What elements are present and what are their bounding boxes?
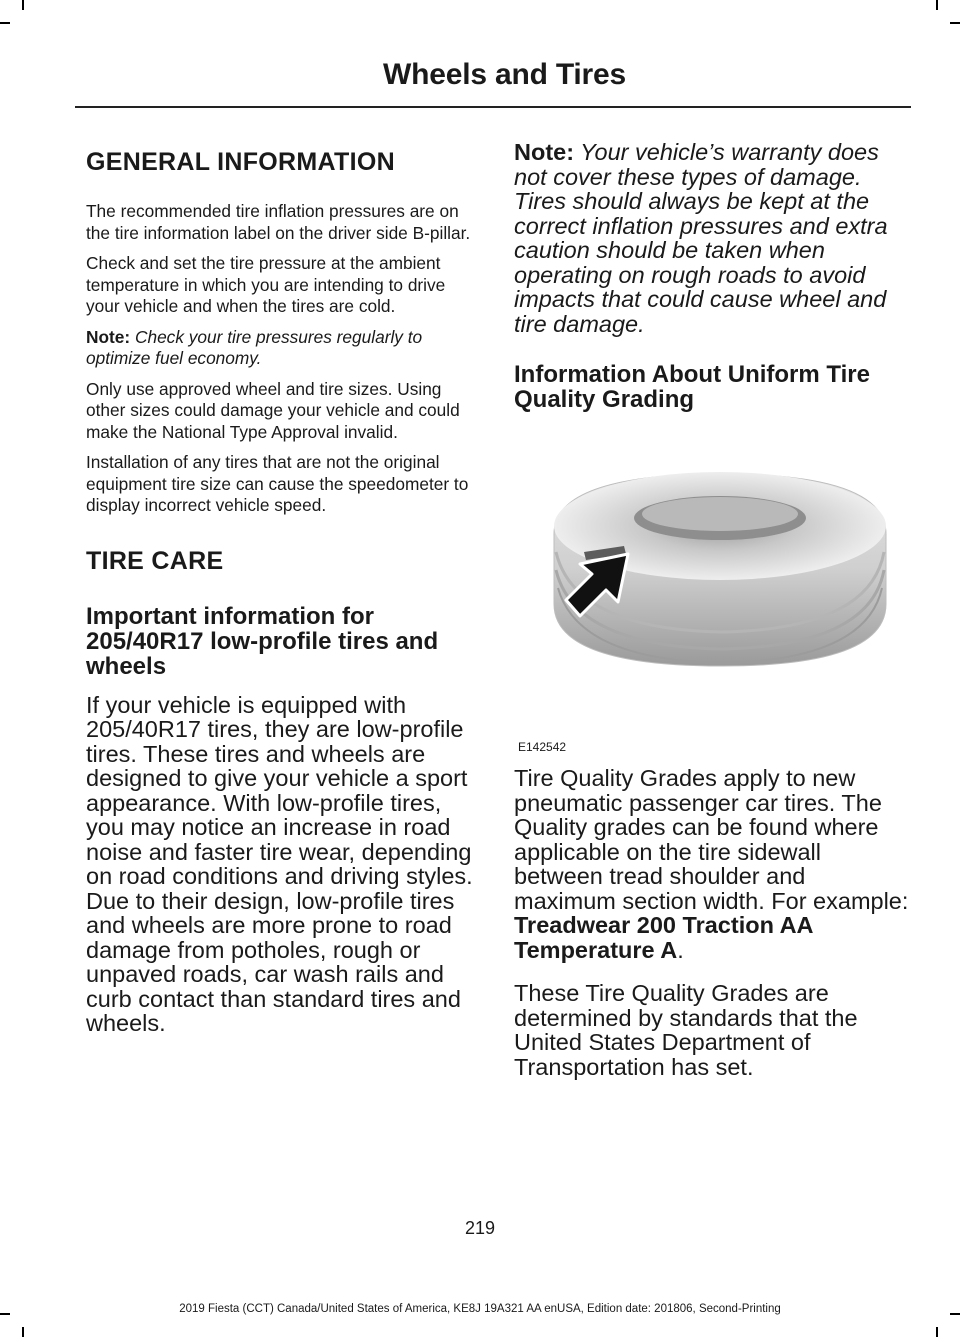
crop-mark: [936, 1327, 938, 1337]
tire-illustration: [514, 454, 910, 754]
low-profile-paragraph: If your vehicle is equipped with 205/40R17 tires, they are low-profile tires. These tires and wheels are designed to give your vehicle a sport appearance. With low-profile tires, you may notice an increase in road noise and faster tire wear, depending on road conditions and driving styles. Due to their design, low-profile tires and wheels are more prone to road damage from potholes, rough or unpaved roads, car wash rails and curb contact than standard tires and wheels.: [86, 691, 473, 1036]
crop-mark: [936, 0, 938, 10]
page-number: 219: [464, 1218, 496, 1238]
crop-mark: [950, 22, 960, 24]
warranty-note: [514, 140, 910, 336]
grades-example: Treadwear 200 Traction AA Temperature A: [514, 912, 813, 963]
header-rule: [75, 106, 911, 108]
crop-mark: [22, 1327, 24, 1337]
note-label: Note:: [514, 139, 575, 165]
check-pressure-paragraph: Check and set the tire pressure at the ambient temperature in which you are intending to drive your vehicle and when the tires are cold.: [86, 253, 446, 316]
fuel-economy-note: [86, 327, 476, 370]
figure-code: E142542: [518, 740, 567, 754]
tire-quality-grades-paragraph: [514, 766, 910, 962]
footer-edition-info: 2019 Fiesta (CCT) Canada/United States of America, KE8J 19A321 AA enUSA, Edition date: 201806, Second-Printing: [179, 1303, 781, 1315]
note-text: Check your tire pressures regularly to optimize fuel economy.: [86, 326, 423, 368]
general-information-heading: GENERAL INFORMATION: [86, 148, 395, 176]
note-label: Note:: [86, 326, 131, 347]
crop-mark: [22, 0, 24, 10]
speedometer-paragraph: Installation of any tires that are not the original equipment tire size can cause the speedometer to display incorrect vehicle speed.: [86, 452, 469, 515]
grades-suffix: .: [677, 936, 684, 963]
grades-text: Tire Quality Grades apply to new pneumatic passenger car tires. The Quality grades can be found where applicable on the tire sidewall between tread shoulder and maximum section width. For example:: [514, 765, 909, 914]
approved-sizes-paragraph: Only use approved wheel and tire sizes. Using other sizes could damage your vehicle and could make the National Type Approval invalid.: [86, 378, 460, 442]
right-column: [514, 140, 910, 1098]
left-column: [86, 140, 476, 1055]
tire-care-heading: TIRE CARE: [86, 546, 224, 575]
page-header-title: Wheels and Tires: [383, 58, 626, 91]
utqg-heading: Information About Uniform Tire Quality Grading: [514, 361, 870, 413]
tire-image: [514, 454, 910, 744]
crop-mark: [0, 22, 10, 24]
low-profile-heading: Important information for 205/40R17 low-profile tires and wheels: [86, 602, 439, 680]
inflation-location-paragraph: The recommended tire inflation pressures are on the tire information label on the driver side B-pillar.: [86, 201, 471, 243]
dot-standards-paragraph: These Tire Quality Grades are determined by standards that the United States Department of Transportation has set.: [514, 980, 858, 1080]
note-text: Your vehicle’s warranty does not cover these types of damage. Tires should always be kept at the correct inflation pressures and extra caution should be taken when operating on rough roads to avoid impacts that could cause wheel and tire damage.: [514, 139, 888, 337]
